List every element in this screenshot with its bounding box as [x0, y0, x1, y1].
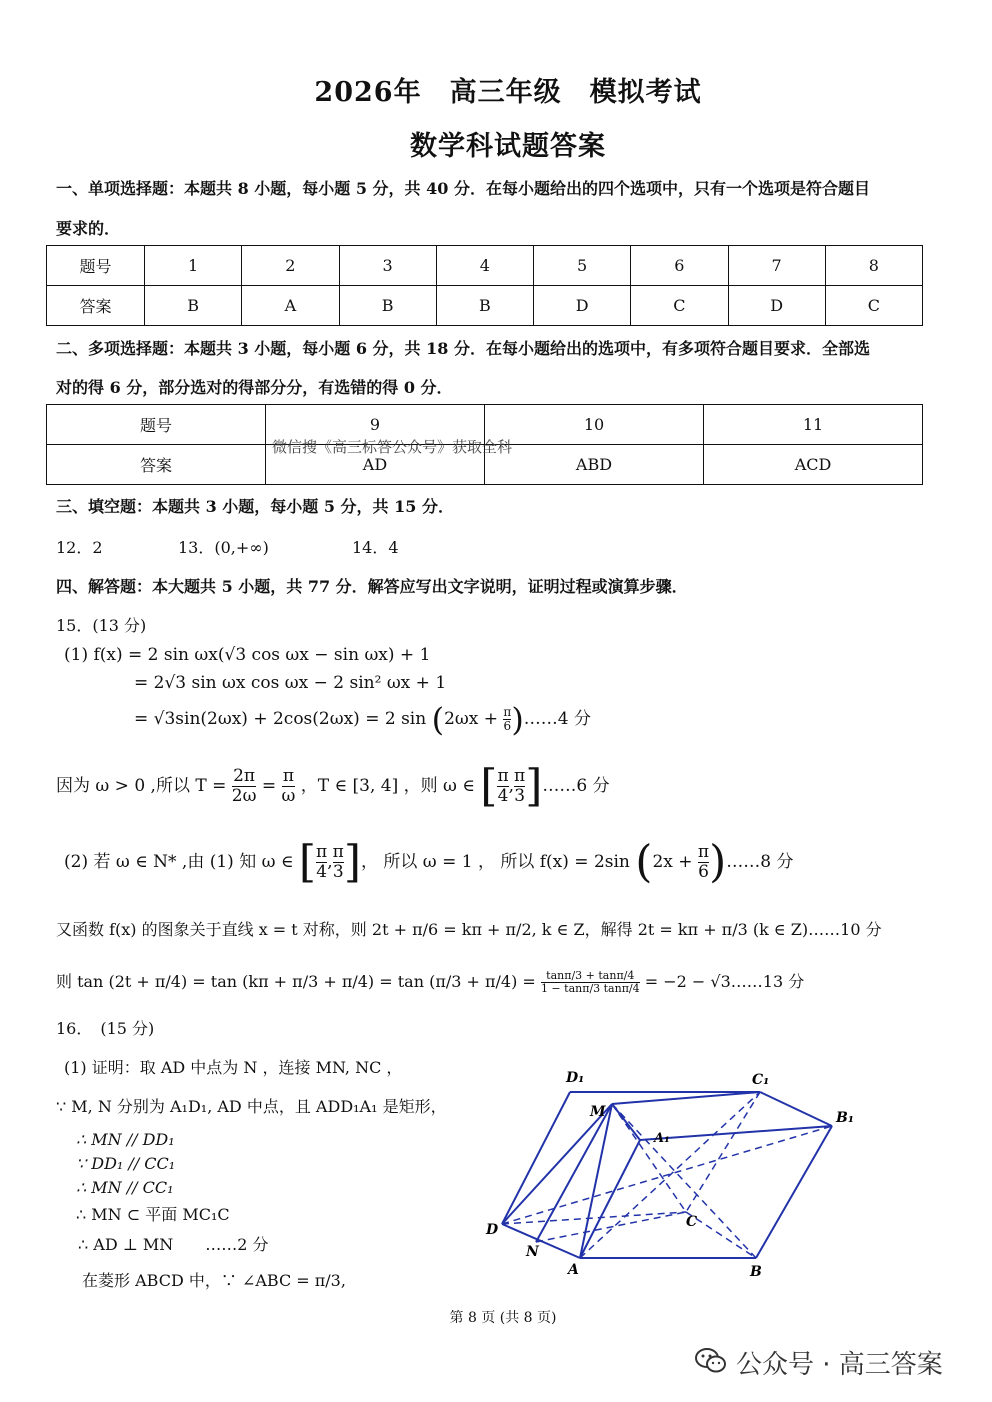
- table-cell: 4: [436, 246, 533, 286]
- frac-num: π: [316, 842, 328, 863]
- frac-num: π: [503, 704, 512, 719]
- q15-line3: [134, 700, 591, 738]
- frac-den: 4: [497, 786, 509, 806]
- q15-line7: [56, 962, 804, 1002]
- equals: =: [261, 776, 277, 796]
- frac-den: 6: [698, 862, 709, 882]
- table-cell: 9: [266, 405, 485, 445]
- edge-C1B1: [760, 1092, 832, 1126]
- frac-den: 2ω: [231, 786, 257, 806]
- q15-line5: (2) 若 ω ∈ N* ,由 (1) 知 ω ∈ [ $\frac{\pi}{4}$ , $\frac{\pi}{3}$ ]， 所以 ω = 1 ， 所以 f(x) = 2sin (2x + $\frac{\pi}{6}$ )……8 分: [64, 836, 794, 888]
- q15-line7-b: = −2 − √3……13 分: [644, 972, 805, 991]
- q16-line7: ∴ AD ⊥ MN ……2 分: [78, 1235, 269, 1254]
- label-M: M: [590, 1104, 606, 1120]
- table-cell: 7: [728, 246, 825, 286]
- edge-MD: [502, 1104, 612, 1224]
- fraction-2pi-2w: [232, 767, 257, 805]
- table-cell: 1: [145, 246, 242, 286]
- q15-line3-b: 2ωx +: [444, 709, 499, 729]
- q16-line1: (1) 证明：取 AD 中点为 N ，连接 MN, NC ，: [64, 1058, 403, 1077]
- brand-text: 公众号 · 高三答案: [736, 1350, 943, 1380]
- frac-den: 4: [316, 862, 328, 882]
- q15-line1: (1) f(x) = 2 sin ωx(√3 cos ωx − sin ωx) + 1: [64, 645, 431, 665]
- frac-num: π: [282, 766, 295, 787]
- paren-left: (: [635, 836, 653, 888]
- q15-line2: = 2√3 sin ωx cos ωx − 2 sin² ωx + 1: [134, 673, 447, 693]
- frac-den: 1 − tanπ/3 tanπ/4: [540, 982, 640, 995]
- fraction-pi-4: [497, 767, 508, 805]
- table-row-answers: [47, 286, 923, 326]
- label-B: B: [750, 1264, 762, 1280]
- fraction-pi-4: [316, 843, 327, 881]
- section2-heading-line1: 二、多项选择题：本题共 3 小题，每小题 6 分，共 18 分．在每小题给出的选项中，有多项符合题目要求．全部选: [56, 339, 870, 358]
- label-N: N: [526, 1244, 539, 1260]
- watermark-text: 微信搜《高三标答公众号》获取全科: [272, 438, 513, 456]
- table-cell: A: [242, 286, 339, 326]
- bracket-right: ]: [343, 836, 361, 888]
- bracket-left: [: [480, 760, 498, 812]
- q15-line3-a: = √3sin(2ωx) + 2cos(2ωx) = 2 sin: [134, 709, 427, 729]
- edge-AC1: [580, 1092, 760, 1258]
- paren-right: ): [709, 836, 727, 888]
- table-cell: B: [436, 286, 533, 326]
- q15-line4-g: ，T ∈ [3, 4] ，则 ω ∈: [300, 776, 475, 796]
- q16-line5: ∴ MN // CC₁: [76, 1178, 174, 1197]
- table-cell: AD: [266, 445, 485, 485]
- q15-line5-c: 2x +: [652, 852, 693, 872]
- table-cell: 10: [485, 405, 704, 445]
- q16-line3: ∴ MN // DD₁: [76, 1130, 175, 1149]
- section3-heading: 三、填空题：本题共 3 小题，每小题 5 分，共 15 分．: [56, 497, 454, 516]
- table-cell: 2: [242, 246, 339, 286]
- q15-line4-h: ……6 分: [542, 776, 610, 796]
- edge-MC: [612, 1104, 686, 1212]
- q15-line4: 因为 ω > 0 ,所以 T = $\frac{2\pi}{2\omega}$ = $\frac{\pi}{\omega}$ ，T ∈ [3, 4] ，则 ω ∈ [ $\frac{\pi}{4}$ , $\frac{\pi}{3}$ ]……6 分: [56, 760, 610, 812]
- q15-line5-a: (2) 若 ω ∈ N* ,由 (1) 知 ω ∈: [64, 852, 294, 872]
- frac-num: 2π: [233, 766, 256, 787]
- edge-MB: [612, 1104, 756, 1258]
- frac-den: 3: [514, 786, 526, 806]
- paren-right: ): [511, 700, 524, 739]
- label-A1: A₁: [654, 1131, 670, 1146]
- fraction-pi-6: [698, 843, 709, 881]
- table-cell: D: [534, 286, 631, 326]
- table-cell: C: [631, 286, 728, 326]
- frac-num: π: [697, 842, 710, 863]
- q15-line6: 又函数 f(x) 的图象关于直线 x = t 对称，则 2t + π/6 = kπ + π/2, k ∈ Z，解得 2t = kπ + π/3 (k ∈ Z)……10 分: [56, 920, 882, 939]
- q16-line4: ∵ DD₁ // CC₁: [76, 1154, 176, 1173]
- page-subtitle: 数学科试题答案: [410, 131, 606, 162]
- frac-num: π: [332, 842, 344, 863]
- fraction-tan-sum: [541, 970, 640, 995]
- table-label-answer: 答案: [47, 445, 266, 485]
- frac-num: π: [497, 766, 509, 787]
- table-cell: 6: [631, 246, 728, 286]
- table-cell: B: [339, 286, 436, 326]
- answer-13: 13．(0,+∞): [178, 538, 269, 557]
- table-cell: 5: [534, 246, 631, 286]
- fraction-pi-w: [282, 767, 296, 805]
- frac-den: ω: [281, 786, 296, 806]
- section1-heading-line2: 要求的．: [56, 219, 121, 238]
- table-row-questions: [47, 246, 923, 286]
- answer-12: 12．2: [56, 538, 103, 557]
- table-cell: 8: [825, 246, 922, 286]
- table-cell: ACD: [704, 445, 923, 485]
- q16-line6: ∴ MN ⊂ 平面 MC₁C: [76, 1205, 230, 1224]
- label-D: D: [486, 1222, 499, 1238]
- edge-MA: [580, 1104, 612, 1258]
- table-cell: 11: [704, 405, 923, 445]
- q15-line3-c: ……4 分: [523, 709, 592, 729]
- edge-MC1: [612, 1092, 760, 1104]
- prism-figure: [480, 1060, 860, 1290]
- q15-line5-b: ， 所以 ω = 1 ， 所以 f(x) = 2sin: [361, 852, 630, 872]
- fraction-pi-3: [514, 767, 525, 805]
- label-C: C: [686, 1214, 698, 1230]
- q15-line7-a: 则 tan (2t + π/4) = tan (kπ + π/3 + π/4) = tan (π/3 + π/4) =: [56, 972, 536, 991]
- table-label-answer: 答案: [47, 286, 145, 326]
- q15-title: 15．(13 分): [56, 616, 147, 635]
- frac-num: tanπ/3 + tanπ/4: [541, 970, 640, 983]
- wechat-icon: [694, 1346, 728, 1376]
- label-D1: D₁: [566, 1070, 585, 1086]
- q15-line4-a: 因为 ω > 0 ,所以 T =: [56, 776, 227, 796]
- bracket-left: [: [298, 836, 317, 888]
- fraction-pi-3: [333, 843, 344, 881]
- table-cell: ABD: [485, 445, 704, 485]
- q16-line8: 在菱形 ABCD 中，∵ ∠ABC = π/3,: [82, 1271, 346, 1290]
- edge-A1A: [580, 1140, 640, 1258]
- table-label-question: 题号: [47, 246, 145, 286]
- section4-heading: 四、解答题：本大题共 5 小题，共 77 分．解答应写出文字说明，证明过程或演算步骤．: [56, 577, 688, 596]
- frac-num: π: [514, 766, 526, 787]
- edge-D1D: [502, 1092, 570, 1224]
- label-A: A: [568, 1262, 579, 1278]
- table-cell: D: [728, 286, 825, 326]
- q16-title: 16． (15 分): [56, 1019, 155, 1038]
- section1-heading-line1: 一、单项选择题：本题共 8 小题，每小题 5 分，共 40 分．在每小题给出的四个选项中，只有一个选项是符合题目: [56, 179, 870, 198]
- table-cell: C: [825, 286, 922, 326]
- table-label-question: 题号: [47, 405, 266, 445]
- bracket-right: ]: [525, 760, 543, 812]
- frac-den: 6: [503, 719, 512, 733]
- label-B1: B₁: [836, 1110, 854, 1126]
- q16-line2: ∵ M, N 分别为 A₁D₁, AD 中点，且 ADD₁A₁ 是矩形，: [56, 1097, 447, 1116]
- single-choice-table: [46, 245, 923, 326]
- table-cell: 3: [339, 246, 436, 286]
- paren-left: (: [431, 700, 445, 739]
- page-title: 2026年 高三年级 模拟考试: [314, 77, 702, 108]
- frac-den: 3: [332, 862, 344, 882]
- section2-heading-line2: 对的得 6 分，部分选对的得部分分，有选错的得 0 分．: [56, 378, 453, 397]
- page-number: 第 8 页 (共 8 页): [449, 1310, 557, 1326]
- answer-14: 14．4: [352, 538, 399, 557]
- label-C1: C₁: [752, 1072, 770, 1088]
- table-cell: B: [145, 286, 242, 326]
- figure-hidden-edges: [502, 1092, 832, 1258]
- q15-line5-d: ……8 分: [726, 852, 794, 872]
